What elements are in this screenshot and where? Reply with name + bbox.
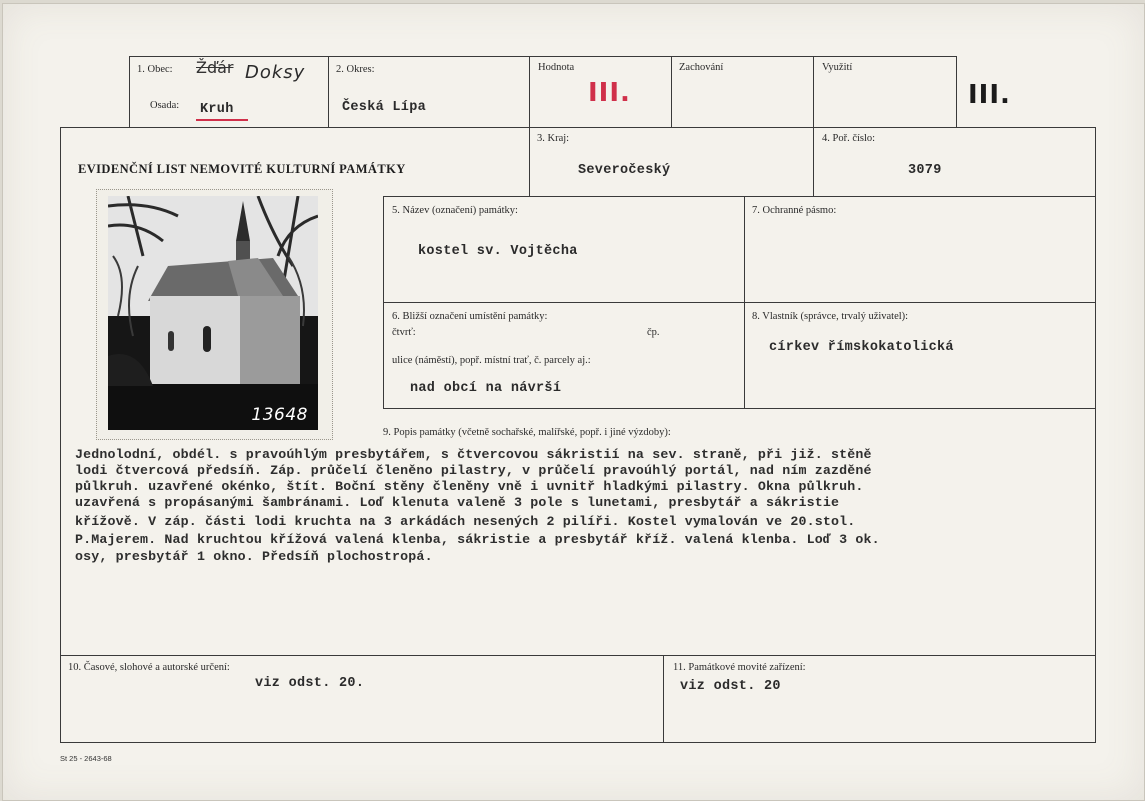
obec-handwritten-value: Doksy bbox=[245, 62, 306, 83]
rule bbox=[956, 56, 957, 128]
osada-label: Osada: bbox=[150, 100, 180, 111]
rule bbox=[813, 56, 814, 196]
vlastnik-value: církev římskokatolická bbox=[769, 340, 954, 355]
rule bbox=[60, 742, 1096, 743]
movite-label: 11. Památkové movité zařízení: bbox=[673, 662, 806, 673]
rule bbox=[529, 56, 530, 196]
photo-number: 13648 bbox=[251, 405, 308, 425]
description-line: křížově. V záp. části lodi kruchta na 3 arkádách nesených 2 pilíři. Kostel vymalován ve 20.stol. bbox=[75, 514, 856, 529]
osada-value: Kruh bbox=[200, 102, 234, 117]
obec-struck-value: Žďár bbox=[196, 58, 234, 77]
description-line: půlkruh. uzavřené okénko, štít. Boční stěny členěny vně i uvnitř hladkými pilastry. Okna půlkruh. bbox=[75, 479, 864, 494]
movite-value: viz odst. 20 bbox=[680, 679, 781, 694]
church-photo-drawing bbox=[108, 196, 318, 430]
rule bbox=[60, 127, 1096, 128]
nazev-label: 5. Název (označení) památky: bbox=[392, 205, 518, 216]
description-line: lodi čtvercová předsíň. Záp. průčelí členěno pilastry, v průčelí pravoúhlý portál, nad ním zazděné bbox=[75, 463, 872, 478]
description-line: Jednolodní, obdél. s pravoúhlým presbytářem, s čtvercovou sákristií na sev. straně, při již. stěně bbox=[75, 447, 872, 462]
hodnota-value: III. bbox=[588, 78, 631, 108]
kraj-value: Severočeský bbox=[578, 163, 671, 178]
corner-category-mark: III. bbox=[968, 80, 1011, 110]
ctvrt-label: čtvrť: bbox=[392, 327, 416, 338]
zachovani-label: Zachování bbox=[679, 62, 724, 73]
rule bbox=[383, 196, 1096, 197]
umisteni-label: 6. Bližší označení umístění památky: bbox=[392, 311, 548, 322]
rule bbox=[663, 655, 664, 743]
rule bbox=[383, 408, 1096, 409]
rule bbox=[60, 127, 61, 743]
description-line: P.Majerem. Nad kruchtou křížová valená klenba, sákristie a presbytář kříž. valená klenba. Loď 3 ok. bbox=[75, 532, 880, 547]
cp-label: čp. bbox=[647, 327, 660, 338]
description-line: uzavřená s propásanými šambránami. Loď klenuta valeně 3 pole s lunetami, presbytář a sákristie bbox=[75, 495, 840, 510]
okres-label: 2. Okres: bbox=[336, 64, 375, 75]
ochranne-pasmo-label: 7. Ochranné pásmo: bbox=[752, 205, 837, 216]
popis-label: 9. Popis památky (včetně sochařské, malířské, popř. i jiné výzdoby): bbox=[383, 427, 671, 438]
form-title: EVIDENČNÍ LIST NEMOVITÉ KULTURNÍ PAMÁTKY bbox=[78, 162, 406, 176]
osada-underline bbox=[196, 119, 248, 121]
vlastnik-label: 8. Vlastník (správce, trvalý uživatel): bbox=[752, 311, 909, 322]
por-cislo-label: 4. Poř. číslo: bbox=[822, 133, 876, 144]
nazev-value: kostel sv. Vojtěcha bbox=[418, 244, 578, 259]
description-line: osy, presbytář 1 okno. Předsíň plochostropá. bbox=[75, 549, 433, 564]
rule bbox=[129, 56, 957, 57]
casove-value: viz odst. 20. bbox=[255, 676, 365, 691]
rule bbox=[671, 56, 672, 128]
church-photo bbox=[108, 196, 318, 430]
rule bbox=[129, 56, 130, 128]
casove-label: 10. Časové, slohové a autorské určení: bbox=[68, 662, 230, 673]
rule bbox=[1095, 127, 1096, 743]
obec-label: 1. Obec: bbox=[137, 64, 173, 75]
umisteni-value: nad obcí na návrší bbox=[410, 381, 562, 396]
form-code: St 25 - 2643-68 bbox=[60, 754, 112, 763]
hodnota-label: Hodnota bbox=[538, 62, 575, 73]
rule bbox=[383, 302, 1096, 303]
rule bbox=[60, 655, 1096, 656]
por-cislo-value: 3079 bbox=[908, 163, 942, 178]
ulice-label: ulice (náměstí), popř. místní trať, č. parcely aj.: bbox=[392, 355, 591, 366]
okres-value: Česká Lípa bbox=[342, 100, 427, 115]
vyuziti-label: Využití bbox=[822, 62, 853, 73]
rule bbox=[328, 56, 329, 128]
kraj-label: 3. Kraj: bbox=[537, 133, 570, 144]
